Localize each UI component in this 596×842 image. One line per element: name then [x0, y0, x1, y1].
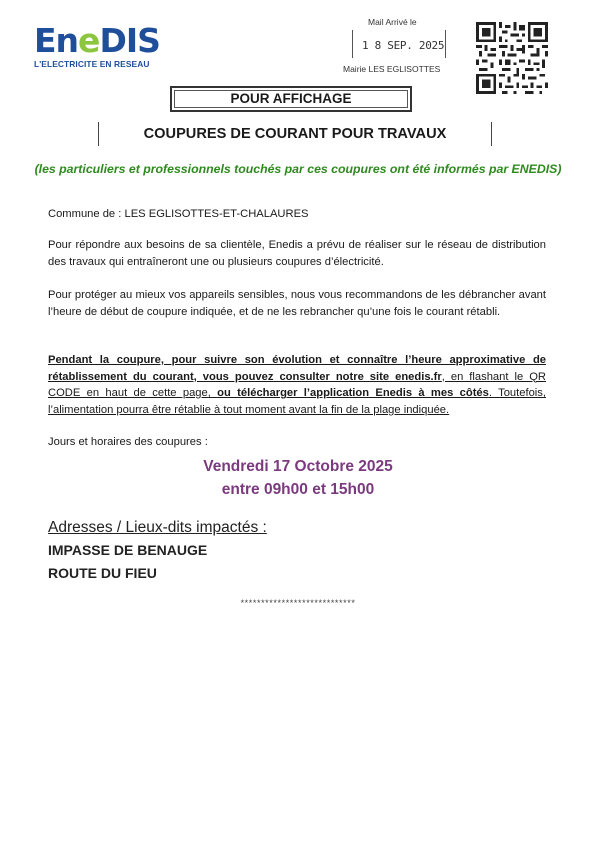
- follow-up-bold-text: Pendant la coupure, pour suivre son évolution et connaître l’heure approximative de rétablissement du courant, vous pouvez consulter notre site enedis.fr: [48, 354, 546, 383]
- outage-hours: entre 09h00 et 15h00: [221, 481, 375, 498]
- commune-line: Commune de : LES EGLISOTTES-ET-CHALAURES: [48, 208, 309, 220]
- information-notice: (les particuliers et professionnels touchés par ces coupures ont été informés par ENEDIS): [34, 162, 562, 176]
- logo-tagline: L'ELECTRICITE EN RESEAU: [34, 59, 150, 69]
- outage-date: Vendredi 17 Octobre 2025: [203, 458, 393, 475]
- app-download-text: ou télécharger l’application Enedis à mes côtés: [217, 387, 489, 399]
- address-item: ROUTE DU FIEU: [48, 565, 157, 581]
- enedis-logo: [34, 21, 169, 69]
- display-notice-label: POUR AFFICHAGE: [230, 91, 352, 106]
- paragraph-works: Pour répondre aux besoins de sa clientèle, Enedis a prévu de réaliser sur le réseau de distribution des travaux qui entraîneront une ou plusieurs coupures d’électricité.: [48, 239, 546, 268]
- stamp-header: Mail Arrivé le: [368, 17, 417, 27]
- page-title-box: [98, 122, 492, 146]
- page-title: COUPURES DE COURANT POUR TRAVAUX: [143, 126, 447, 142]
- display-notice-box: [170, 86, 412, 112]
- follow-up-end-text: . Toutefois, l’alimentation pourra être rétablie à tout moment avant la fin de la plage indiquée.: [48, 387, 546, 416]
- address-item: IMPASSE DE BENAUGE: [48, 542, 208, 558]
- paragraph-follow-up: [48, 352, 546, 418]
- schedule-intro: Jours et horaires des coupures :: [48, 436, 208, 448]
- logo-wordmark: EneDIS: [34, 21, 160, 60]
- paragraph-protection: Pour protéger au mieux vos appareils sensibles, nous vous recommandons de les débrancher avant l’heure de début de coupure indiquée, et de ne les rebrancher qu’une fois le courant rétabli.: [48, 289, 546, 318]
- addresses-heading: Adresses / Lieux-dits impactés :: [48, 519, 267, 536]
- stamp-footer: Mairie LES EGLISOTTES: [343, 64, 441, 74]
- follow-up-middle-text: , en flashant le QR CODE en haut de cette page,: [48, 370, 546, 399]
- stamp-date: 1 8 SEP. 2025: [362, 39, 445, 52]
- qr-code-icon[interactable]: [476, 22, 548, 94]
- separator-stars: ****************************: [240, 598, 356, 608]
